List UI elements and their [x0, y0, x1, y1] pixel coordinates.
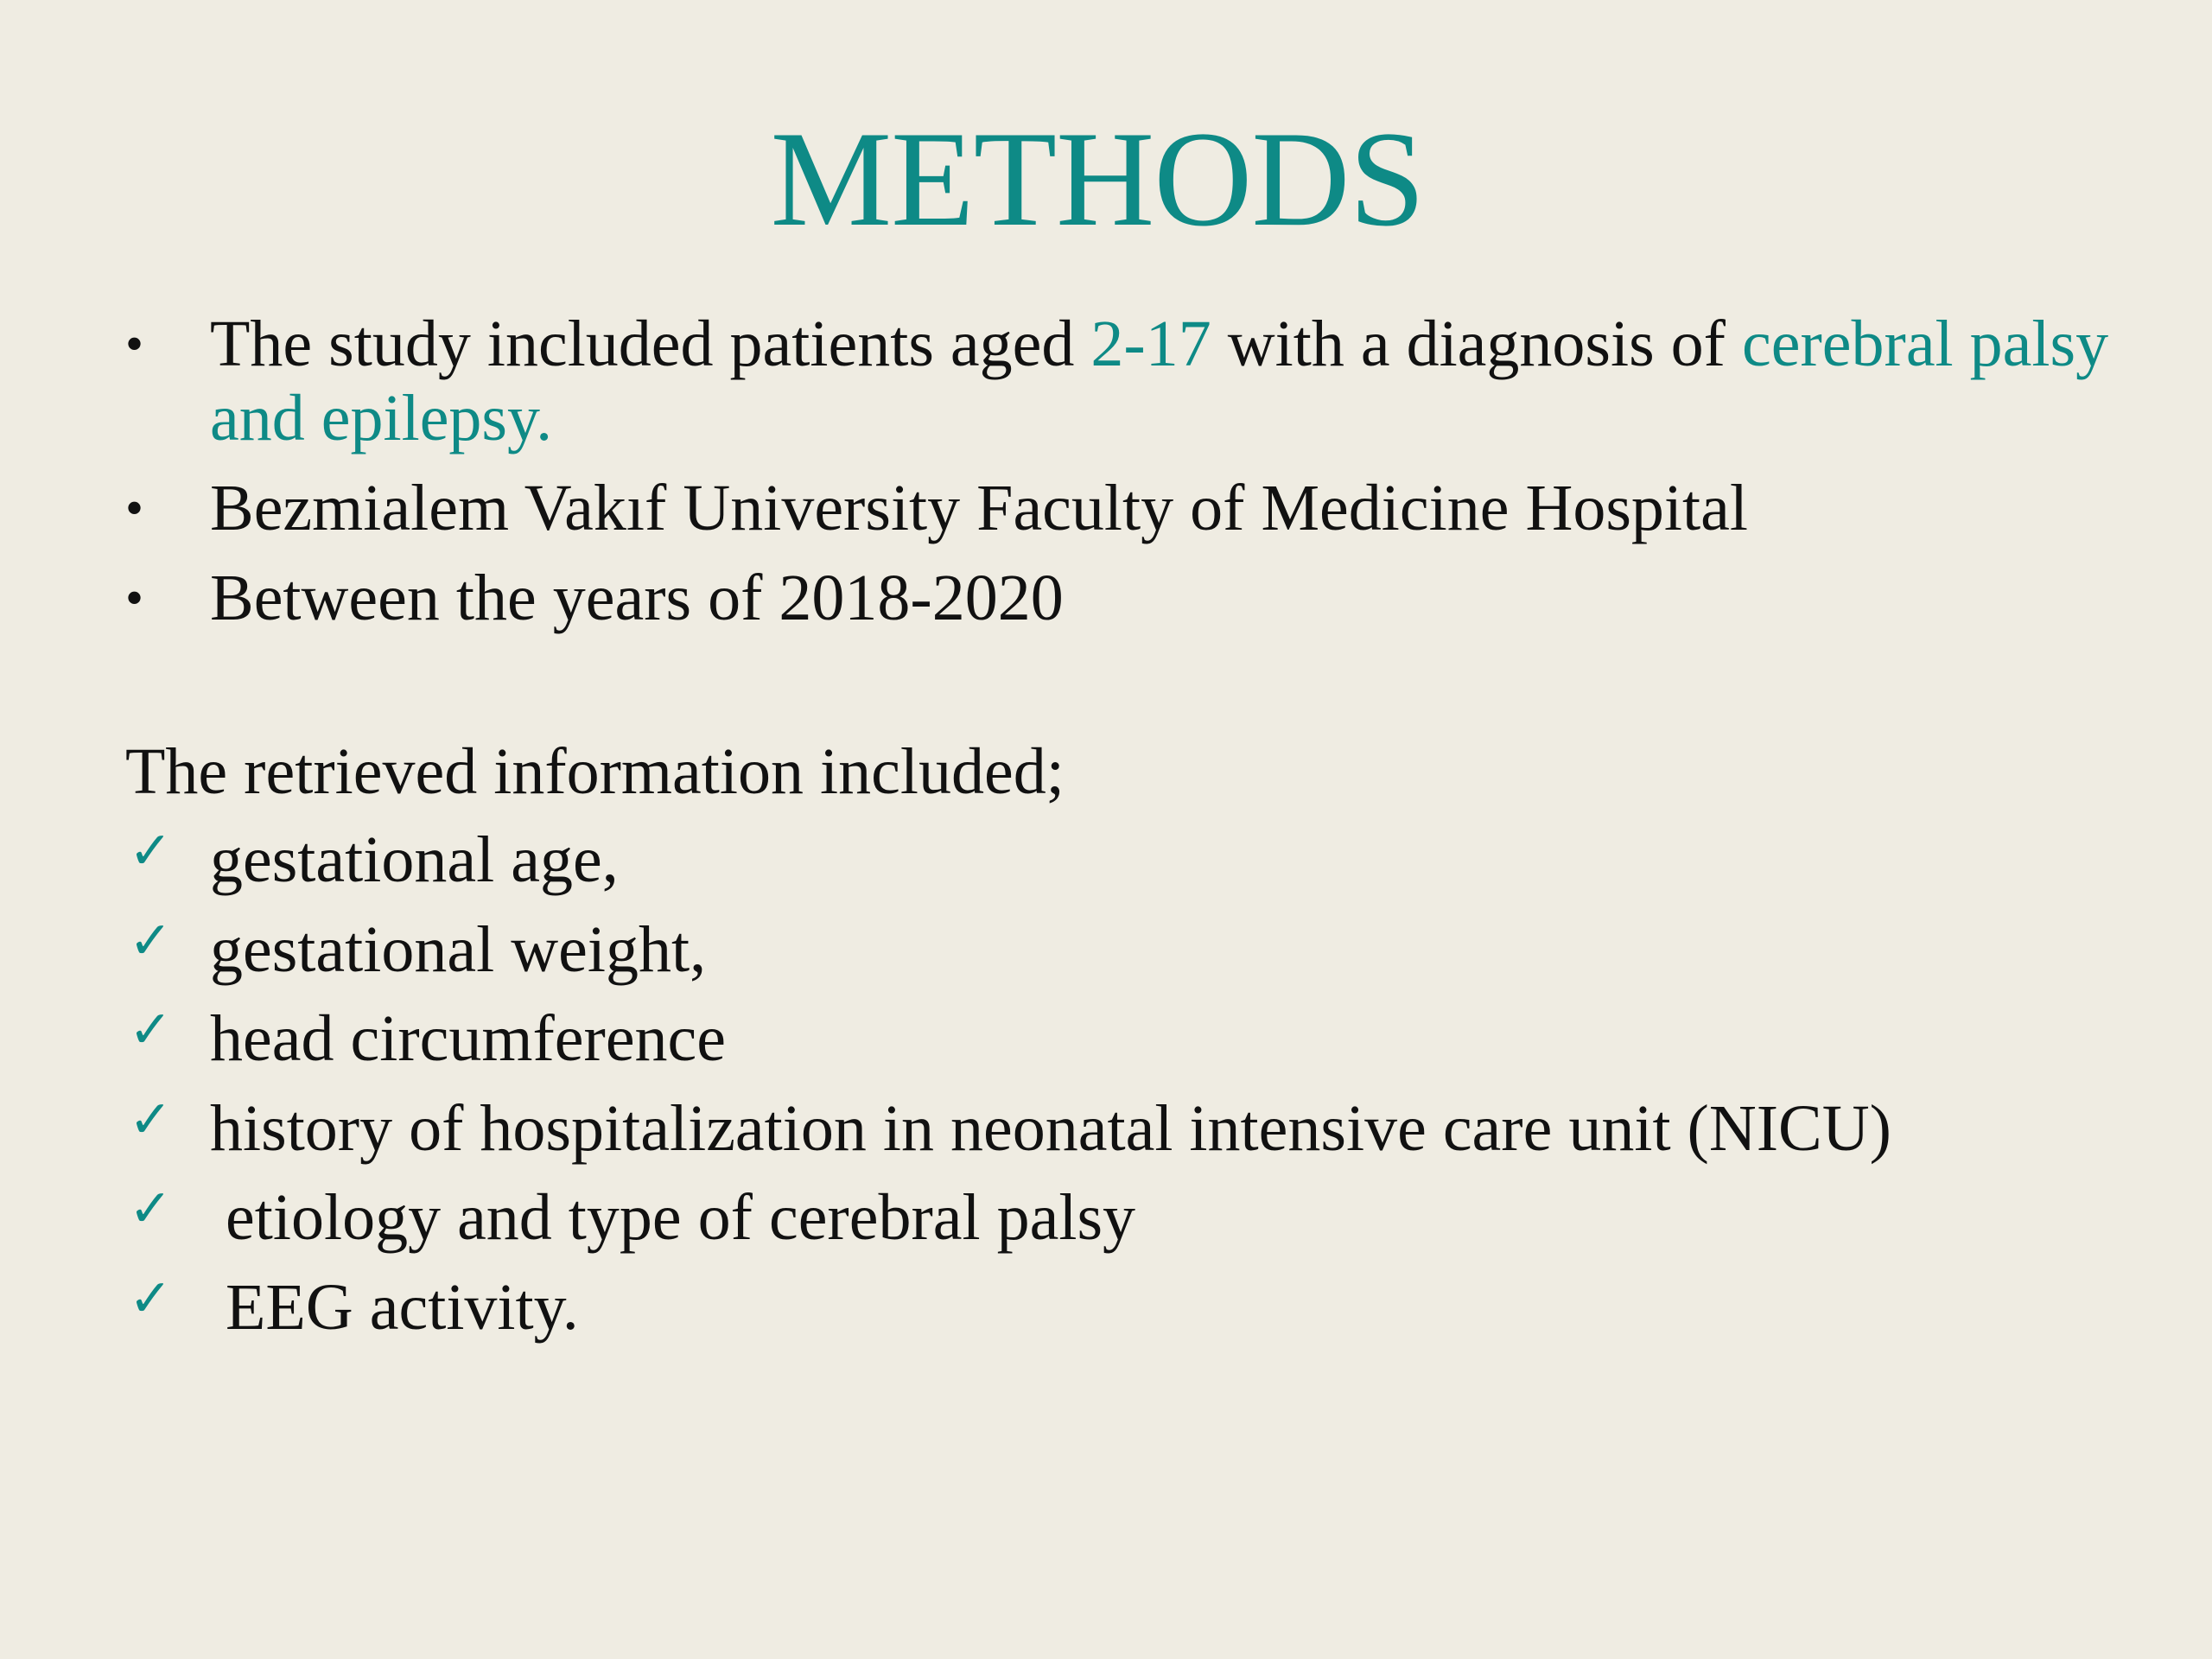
bullet-dot-icon: •	[125, 315, 144, 372]
bullet-dot-icon: •	[125, 480, 144, 537]
bullet-item	[125, 561, 2113, 635]
checklist-text: history of hospitalization in neonatal intensive care unit (NICU)	[210, 1091, 1891, 1165]
bullet-text-part: The study included patients aged	[210, 308, 1091, 380]
checklist-item	[125, 1268, 2113, 1358]
bullet-text-part: with a diagnosis of	[1211, 308, 1742, 380]
checklist-text: head circumference	[210, 1002, 727, 1075]
check-mark-icon: ✓	[129, 910, 173, 971]
checklist-item	[125, 1090, 2113, 1179]
diagnosis-highlight: cerebral palsy and epilepsy.	[210, 308, 2109, 454]
checklist-item	[125, 911, 2113, 1001]
retrieved-info-heading: The retrieved information included;	[125, 735, 1065, 808]
check-mark-icon: ✓	[129, 1000, 173, 1060]
checklist-text: EEG activity.	[226, 1270, 579, 1344]
checklist-item	[125, 1179, 2113, 1268]
bullet-item	[125, 307, 2113, 455]
age-range-highlight: 2-17	[1090, 308, 1211, 380]
checklist	[125, 821, 2113, 1357]
check-mark-icon: ✓	[129, 821, 173, 881]
checklist-text: gestational age,	[210, 823, 619, 896]
check-mark-icon: ✓	[129, 1268, 173, 1329]
bullet-text: Bezmialem Vakıf University Faculty of Medicine Hospital	[210, 472, 1748, 544]
bullet-list	[125, 307, 2113, 651]
checklist-item	[125, 1000, 2113, 1090]
check-mark-icon: ✓	[129, 1179, 173, 1239]
bullet-text: Between the years of 2018-2020	[210, 562, 1064, 634]
checklist-item	[125, 821, 2113, 911]
checklist-text: etiology and type of cerebral palsy	[226, 1181, 1136, 1254]
bullet-item	[125, 471, 2113, 545]
check-mark-icon: ✓	[129, 1089, 173, 1150]
bullet-text	[210, 308, 2108, 454]
bullet-dot-icon: •	[125, 569, 144, 626]
checklist-text: gestational weight,	[210, 912, 707, 986]
slide-title: METHODS	[770, 104, 1425, 255]
